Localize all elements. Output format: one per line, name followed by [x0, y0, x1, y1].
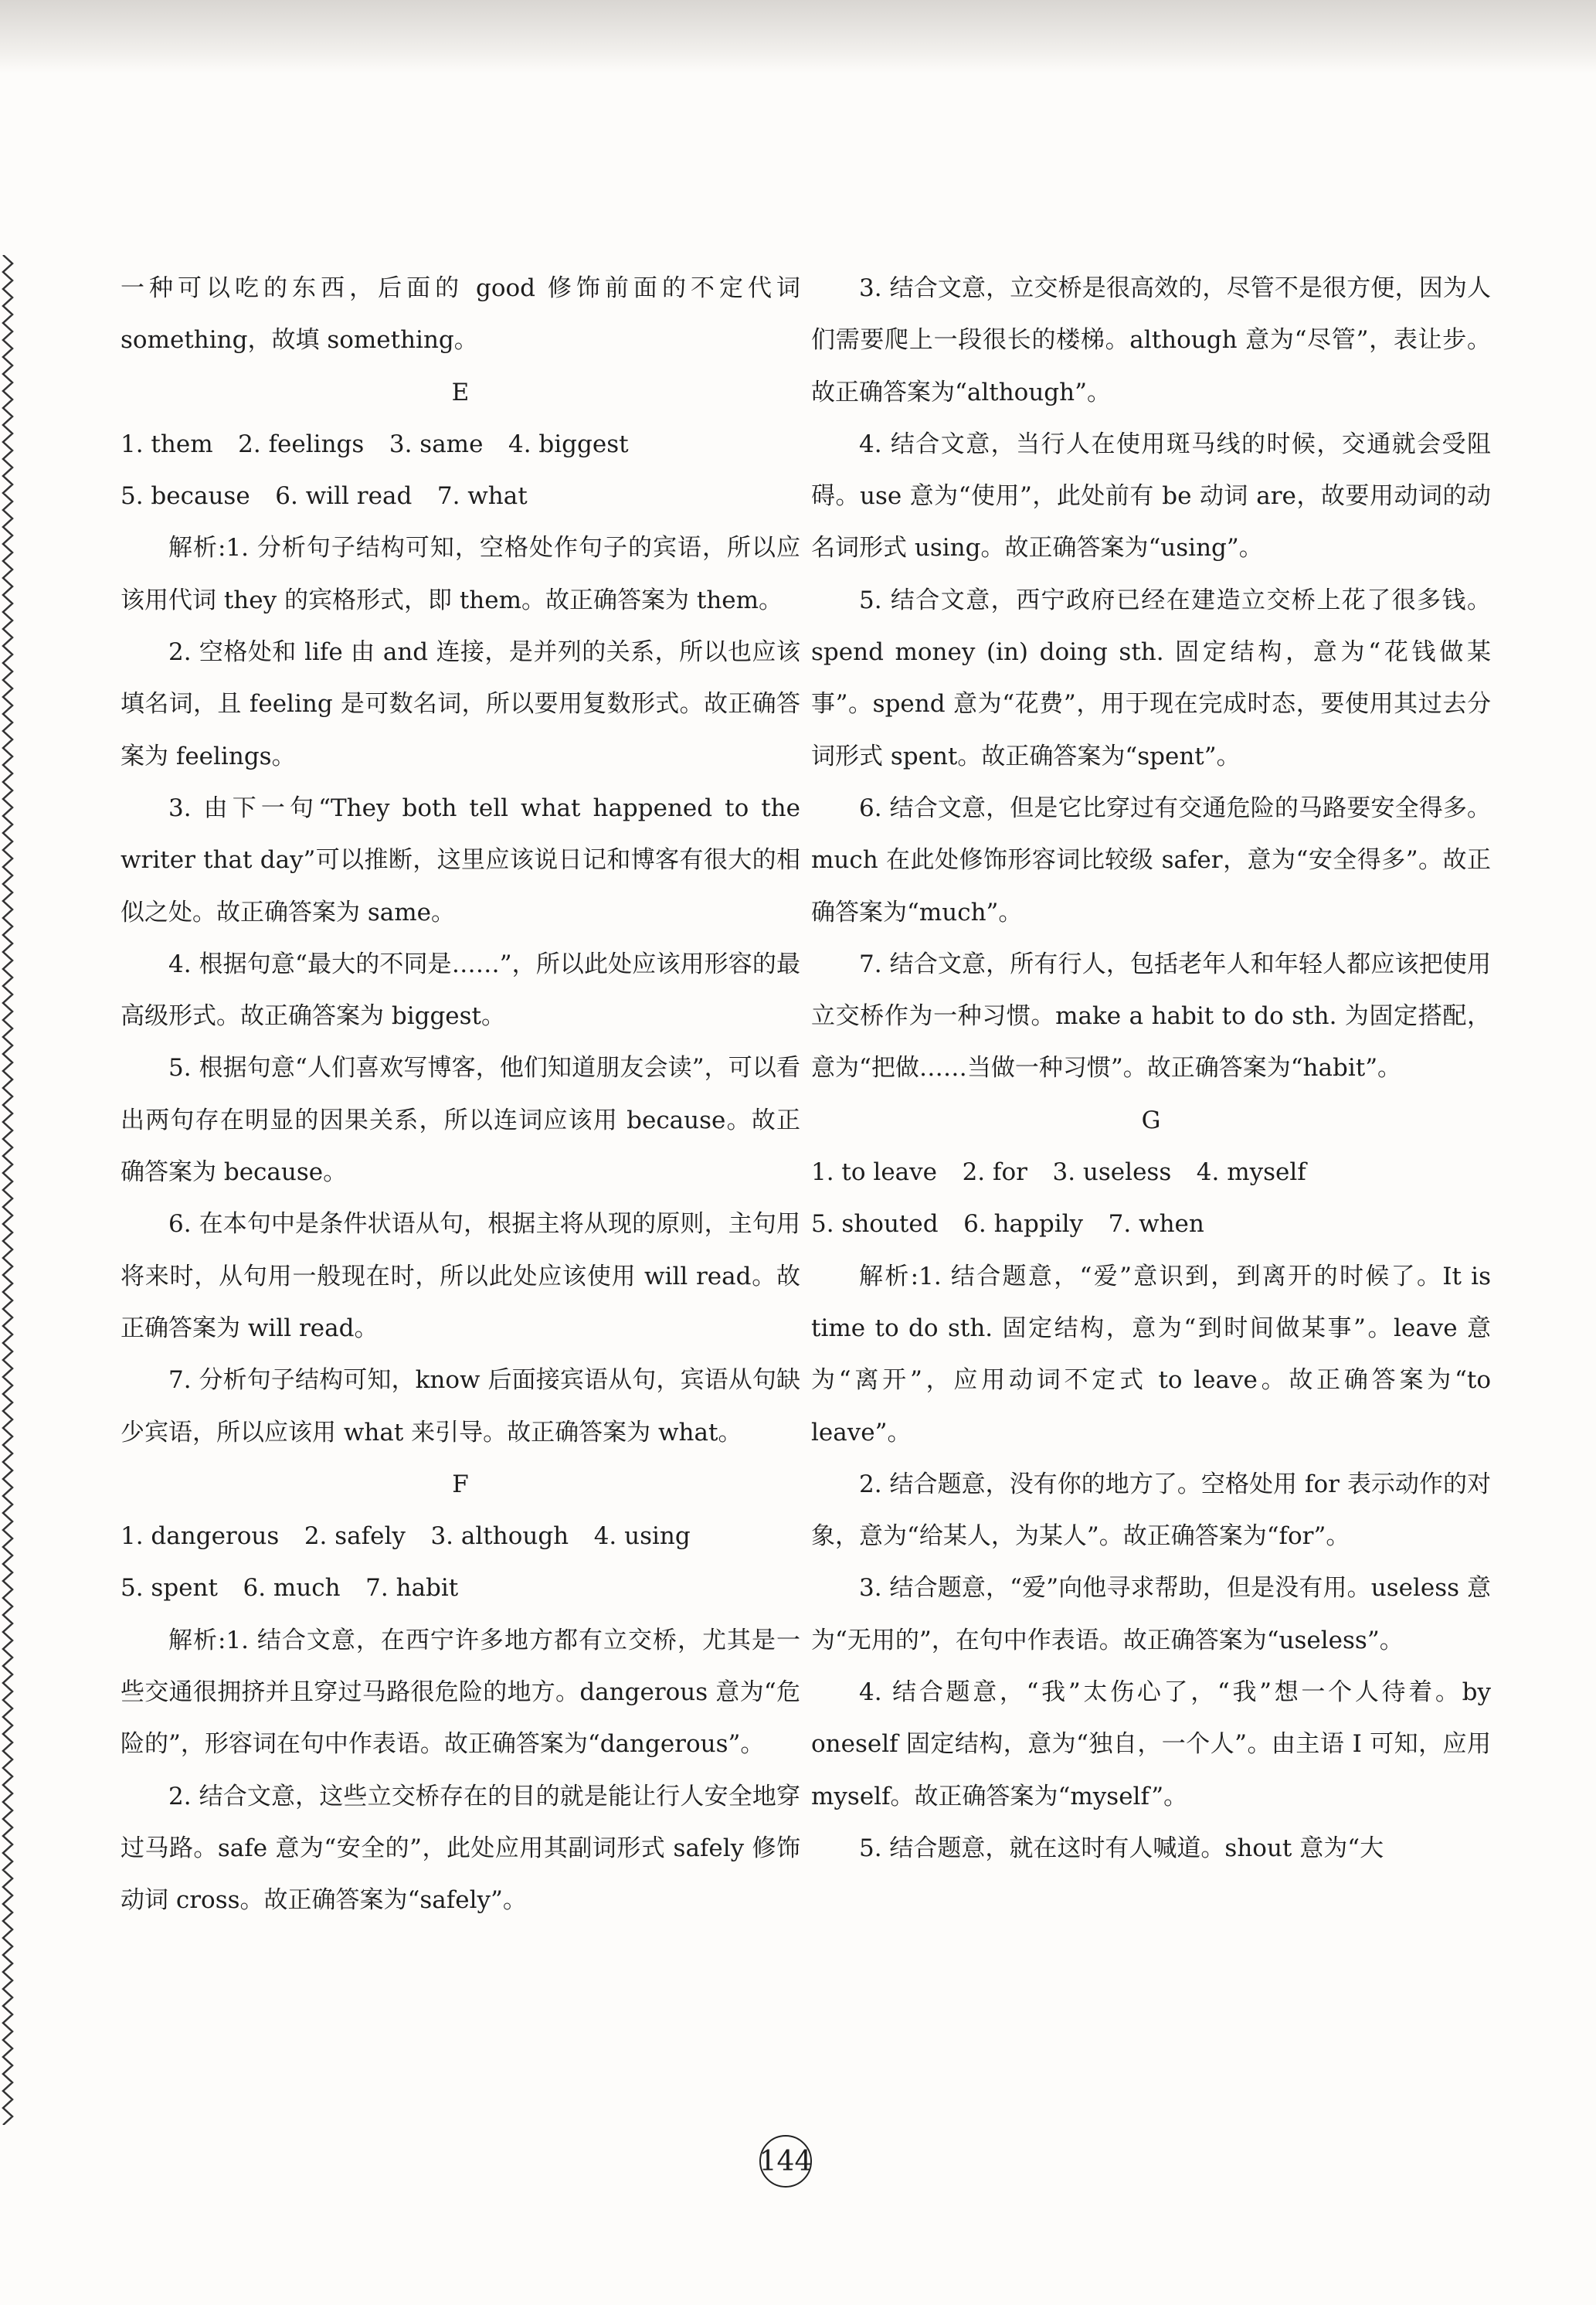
section-f-answers-row2: [121, 1562, 800, 1614]
section-f-heading: F: [452, 1470, 469, 1498]
right-column: [811, 263, 1491, 1875]
explanation-paragraph: 5. 根据句意“人们喜欢写博客，他们知道朋友会读”，可以看出两句存在明显的因果关系，所以连词应该用 because。故正确答案为 because。: [121, 1054, 800, 1187]
section-g-answers-row1: [811, 1147, 1491, 1198]
answer-item: 6. happily: [963, 1210, 1084, 1239]
answer-item: 7. habit: [365, 1574, 459, 1603]
section-g-heading: G: [1141, 1106, 1161, 1134]
answer-item: 4. myself: [1196, 1158, 1306, 1187]
explanation-paragraph: 5. 结合题意，就在这时有人喊道。shout 意为“大: [859, 1834, 1384, 1862]
answer-item: 3. although: [430, 1522, 569, 1551]
left-column: [121, 263, 800, 1927]
answer-item: 2. feelings: [238, 430, 365, 458]
explanation-paragraph: 3. 结合题意，“爱”向他寻求帮助，但是没有用。useless 意为“无用的”，在句中作表语。故正确答案为“useless”。: [811, 1574, 1491, 1654]
explanation-paragraph: 7. 结合文意，所有行人，包括老年人和年轻人都应该把使用立交桥作为一种习惯。make a habit to do sth. 为固定搭配，意为“把做……当做一种习惯”。故正确答案为“habit”。: [811, 950, 1491, 1083]
explanation-paragraph: 3. 结合文意，立交桥是很高效的，尽管不是很方便，因为人们需要爬上一段很长的楼梯。although 意为“尽管”，表让步。故正确答案为“although”。: [811, 274, 1491, 406]
explanation-paragraph: 2. 结合题意，没有你的地方了。空格处用 for 表示动作的对象，意为“给某人，为某人”。故正确答案为“for”。: [811, 1470, 1491, 1551]
explanation-paragraph: 解析:1. 分析句子结构可知，空格处作句子的宾语，所以应该用代词 they 的宾格形式，即 them。故正确答案为 them。: [121, 534, 800, 614]
answer-item: 5. because: [121, 482, 250, 511]
answer-item: 5. shouted: [811, 1210, 939, 1239]
answer-item: 1. them: [121, 430, 213, 458]
binding-edge-decoration: [0, 255, 17, 2125]
explanation-paragraph: 2. 空格处和 life 由 and 连接，是并列的关系，所以也应该填名词，且 feeling 是可数名词，所以要用复数形式。故正确答案为 feelings。: [121, 638, 800, 770]
answer-item: 6. will read: [275, 482, 413, 511]
page-number: 144: [759, 2135, 812, 2188]
answer-item: 1. to leave: [811, 1158, 938, 1187]
explanation-paragraph: 3. 由下一句“They both tell what happened to the writer that day”可以推断，这里应该说日记和博客有很大的相似之处。故正确答案为 same。: [121, 794, 800, 926]
section-f-answers-row1: [121, 1511, 800, 1562]
explanation-paragraph: 4. 结合文意，当行人在使用斑马线的时候，交通就会受阻碍。use 意为“使用”，此处前有 be 动词 are，故要用动词的动名词形式 using。故正确答案为“using”。: [811, 430, 1491, 563]
section-e-answers-row2: [121, 471, 800, 522]
top-scan-band: [0, 0, 1596, 73]
answer-item: 2. for: [962, 1158, 1027, 1187]
explanation-paragraph: 解析:1. 结合文意，在西宁许多地方都有立交桥，尤其是一些交通很拥挤并且穿过马路很危险的地方。dangerous 意为“危险的”，形容词在句中作表语。故正确答案为“dangerous”。: [121, 1626, 800, 1759]
answer-item: 7. what: [436, 482, 528, 511]
explanation-paragraph: 7. 分析句子结构可知，know 后面接宾语从句，宾语从句缺少宾语，所以应该用 what 来引导。故正确答案为 what。: [121, 1366, 800, 1447]
answer-item: 4. using: [593, 1522, 691, 1551]
answer-item: 7. when: [1108, 1210, 1204, 1239]
section-e-answers-row1: [121, 419, 800, 471]
answer-item: 3. useless: [1052, 1158, 1172, 1187]
explanation-paragraph: 6. 结合文意，但是它比穿过有交通危险的马路要安全得多。much 在此处修饰形容词比较级 safer，意为“安全得多”。故正确答案为“much”。: [811, 794, 1491, 926]
answer-item: 4. biggest: [508, 430, 629, 458]
explanation-paragraph: 2. 结合文意，这些立交桥存在的目的就是能让行人安全地穿过马路。safe 意为“安全的”，此处应用其副词形式 safely 修饰动词 cross。故正确答案为“safely”。: [121, 1782, 800, 1915]
section-e-heading: E: [451, 378, 470, 406]
explanation-paragraph: 4. 根据句意“最大的不同是……”，所以此处应该用形容的最高级形式。故正确答案为 biggest。: [121, 950, 800, 1031]
explanation-paragraph: 4. 结合题意，“我”太伤心了，“我”想一个人待着。by oneself 固定结构，意为“独自，一个人”。由主语 I 可知，应用 myself。故正确答案为“myself”。: [811, 1678, 1491, 1810]
explanation-paragraph: 解析:1. 结合题意，“爱”意识到，到离开的时候了。It is time to do sth. 固定结构，意为“到时间做某事”。leave 意为“离开”，应用动词不定式 to leave。故正确答案为“to leave”。: [811, 1262, 1491, 1447]
explanation-paragraph: 6. 在本句中是条件状语从句，根据主将从现的原则，主句用将来时，从句用一般现在时，所以此处应该使用 will read。故正确答案为 will read。: [121, 1210, 800, 1342]
explanation-paragraph: 5. 结合文意，西宁政府已经在建造立交桥上花了很多钱。spend money (in) doing sth. 固定结构，意为“花钱做某事”。spend 意为“花费”，用于现在完成时态，要使用其过去分词形式 spent。故正确答案为“spent”。: [811, 586, 1491, 770]
answer-item: 1. dangerous: [121, 1522, 280, 1551]
answer-item: 6. much: [243, 1574, 341, 1603]
answer-item: 3. same: [389, 430, 484, 458]
answer-item: 2. safely: [304, 1522, 406, 1551]
answer-item: 5. spent: [121, 1574, 218, 1603]
continuation-paragraph: 一种可以吃的东西，后面的 good 修饰前面的不定代词 something，故填 something。: [121, 274, 800, 355]
section-g-answers-row2: [811, 1198, 1491, 1250]
